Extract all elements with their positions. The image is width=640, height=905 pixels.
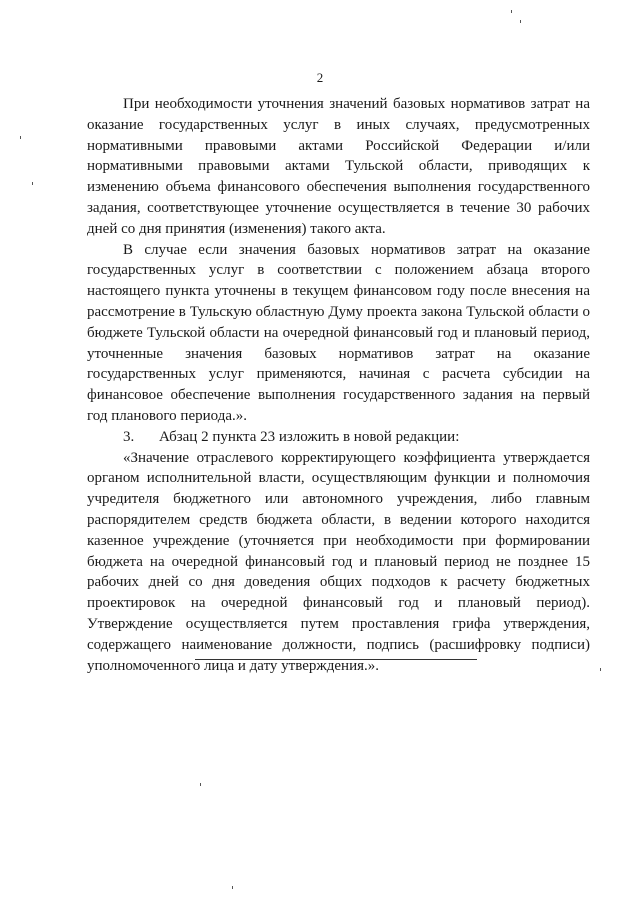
item-3-number: 3. [123, 428, 135, 445]
scan-speck [200, 783, 201, 786]
paragraph-current-year: В случае если значения базовых нормативов затрат на оказание государственных услуг в соответствии с положением абзаца второго настоящего пункта уточнены в текущем финансовом году после внесения на рассмотрение в Тульскую областную Думу проекта закона Тульской области о бюджете Тульской области на очередной финансовый год и плановый период, уточненные значения базовых нормативов затрат на оказание государственных услуг применяются, начиная с расчета субсидии на финансовое обеспечение выполнения государственного задания на первый год планового периода.». [87, 241, 590, 424]
item-3-text: Абзац 2 пункта 23 изложить в новой редакции: [159, 428, 460, 445]
scan-speck [32, 182, 33, 185]
end-divider-line [195, 659, 477, 660]
page-number: 2 [316, 70, 324, 85]
item-3 [87, 427, 590, 448]
quoted-paragraph: «Значение отраслевого корректирующего коэффициента утверждается органом исполнительной власти, осуществляющим функции и полномочия учредителя бюджетного или автономного учреждения, либо главным распорядителем средств бюджета области, в ведении которого находится казенное учреждение (уточняется при необходимости при формировании бюджета на очередной финансовый год и плановый период не позднее 15 рабочих дней со дня доведения общих подходов к расчету бюджетных проектировок на очередной финансовый год и плановый период). Утверждение осуществляется путем проставления грифа утверждения, содержащего наименование должности, подпись (расшифровку подписи) уполномоченного лица и дату утверждения.». [87, 449, 590, 674]
scan-speck [232, 886, 233, 889]
paragraph-clarification: При необходимости уточнения значений базовых нормативов затрат на оказание государственных услуг в иных случаях, предусмотренных нормативными правовыми актами Российской Федерации и/или нормативными правовыми актами Тульской области, приводящих к изменению объема финансового обеспечения выполнения государственного задания, соответствующее уточнение осуществляется в течение 30 рабочих дней со дня принятия (изменения) такого акта. [87, 96, 590, 237]
scan-speck [600, 668, 601, 671]
scan-speck [511, 10, 512, 13]
scan-speck [520, 20, 521, 23]
scan-speck [20, 136, 21, 139]
document-body [87, 94, 590, 676]
